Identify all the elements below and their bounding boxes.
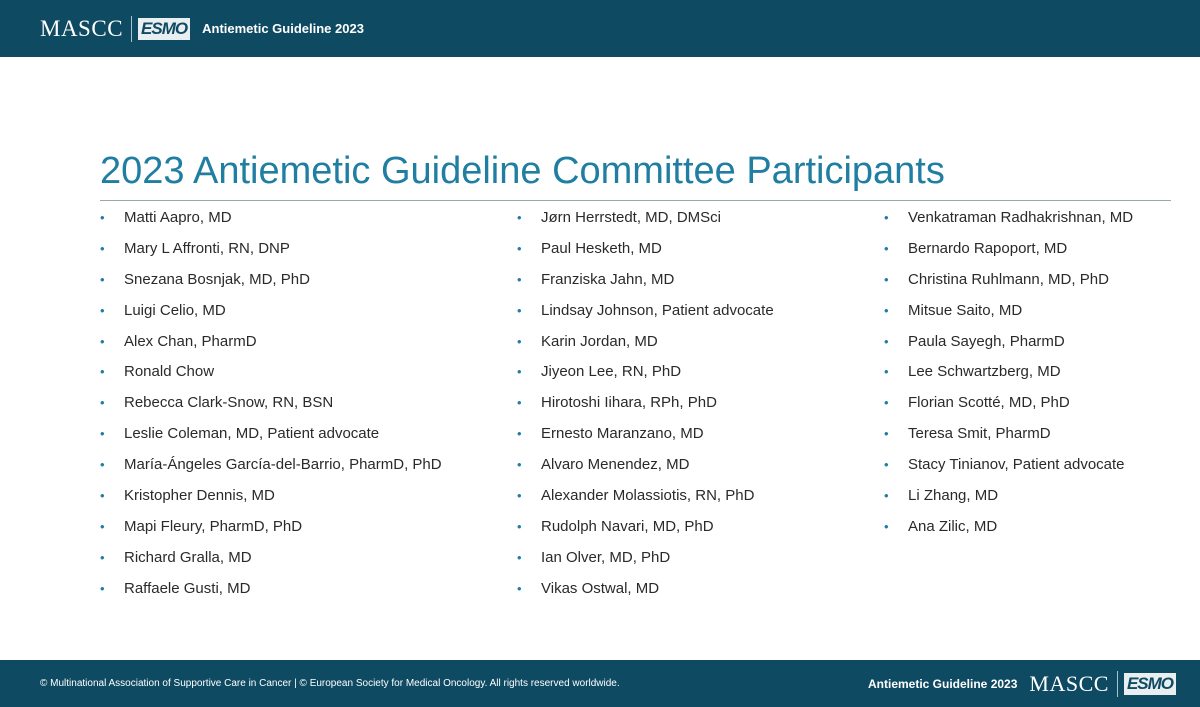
participant-item xyxy=(100,236,442,267)
bullet-icon: • xyxy=(100,333,105,349)
bullet-icon: • xyxy=(100,580,105,596)
bullet-icon: • xyxy=(884,488,889,504)
participant-item xyxy=(884,483,1133,514)
bullet-icon: • xyxy=(884,364,889,380)
bullet-icon: • xyxy=(100,302,105,318)
participant-item xyxy=(517,205,774,236)
participant-item xyxy=(517,483,774,514)
bullet-icon: • xyxy=(100,426,105,442)
participant-item xyxy=(100,483,442,514)
participant-item xyxy=(884,298,1133,329)
participant-name: Raffaele Gusti, MD xyxy=(124,579,251,597)
bullet-icon: • xyxy=(100,518,105,534)
footer-banner xyxy=(0,660,1200,707)
participant-name: María-Ángeles García-del-Barrio, PharmD, PhD xyxy=(124,456,442,474)
participant-item xyxy=(517,359,774,390)
participant-name: Jørn Herrstedt, MD, DMSci xyxy=(541,209,722,226)
bullet-icon: • xyxy=(884,302,889,318)
participant-item xyxy=(517,452,774,483)
header-title: Antiemetic Guideline 2023 xyxy=(202,21,364,36)
participant-item xyxy=(100,545,442,576)
participant-name: Venkatraman Radhakrishnan, MD xyxy=(908,209,1134,226)
bullet-icon: • xyxy=(884,457,889,473)
participant-item xyxy=(100,359,442,390)
participant-item xyxy=(884,514,1133,545)
participant-item xyxy=(884,267,1133,298)
participant-item xyxy=(100,576,442,607)
participant-item xyxy=(884,390,1133,421)
footer-logo-divider xyxy=(1117,671,1118,697)
bullet-icon: • xyxy=(100,240,105,256)
slide-title: 2023 Antiemetic Guideline Committee Participants xyxy=(100,150,945,192)
participant-name: Li Zhang, MD xyxy=(908,487,999,505)
participant-name: Karin Jordan, MD xyxy=(541,332,658,350)
participant-name: Rudolph Navari, MD, PhD xyxy=(541,517,714,535)
bullet-icon: • xyxy=(884,210,889,225)
participant-item xyxy=(517,576,774,607)
participant-name: Paul Hesketh, MD xyxy=(541,239,662,257)
bullet-icon: • xyxy=(517,488,522,504)
bullet-icon: • xyxy=(517,518,522,534)
bullet-icon: • xyxy=(517,580,522,596)
participant-name: Paula Sayegh, PharmD xyxy=(908,332,1065,350)
logo-divider xyxy=(131,16,132,42)
bullet-icon: • xyxy=(100,549,105,565)
bullet-icon: • xyxy=(517,364,522,380)
mascc-logo: MASCC xyxy=(40,15,124,41)
participant-item xyxy=(884,205,1133,236)
participant-name: Lindsay Johnson, Patient advocate xyxy=(541,301,774,319)
participant-item xyxy=(517,421,774,452)
participant-item xyxy=(517,267,774,298)
participant-name: Ana Zilic, MD xyxy=(908,517,998,535)
participant-item xyxy=(100,452,442,483)
participant-name: Vikas Ostwal, MD xyxy=(541,579,660,597)
bullet-icon: • xyxy=(884,333,889,349)
participant-item xyxy=(100,205,442,236)
bullet-icon: • xyxy=(517,457,522,473)
footer-mascc-logo: MASCC xyxy=(1029,670,1109,696)
participant-name: Florian Scotté, MD, PhD xyxy=(908,394,1070,412)
participant-item xyxy=(884,359,1133,390)
participant-name: Hirotoshi Iihara, RPh, PhD xyxy=(541,394,717,412)
bullet-icon: • xyxy=(517,426,522,442)
participants-column-1 xyxy=(100,205,442,607)
participant-name: Jiyeon Lee, RN, PhD xyxy=(541,363,682,381)
participant-item xyxy=(100,421,442,452)
bullet-icon: • xyxy=(100,457,105,473)
participant-name: Ronald Chow xyxy=(124,363,215,381)
participant-item xyxy=(100,329,442,360)
bullet-icon: • xyxy=(100,395,105,411)
esmo-logo: ESMO xyxy=(138,18,190,40)
participant-name: Richard Gralla, MD xyxy=(124,548,252,566)
participant-name: Lee Schwartzberg, MD xyxy=(908,363,1061,381)
participant-item xyxy=(517,514,774,545)
bullet-icon: • xyxy=(517,549,522,565)
participant-name: Kristopher Dennis, MD xyxy=(124,487,275,505)
participant-item xyxy=(517,329,774,360)
participant-item xyxy=(884,329,1133,360)
bullet-icon: • xyxy=(517,271,522,287)
footer-esmo-logo: ESMO xyxy=(1124,673,1176,695)
bullet-icon: • xyxy=(100,488,105,504)
participant-item xyxy=(517,390,774,421)
bullet-icon: • xyxy=(884,271,889,287)
footer-title: Antiemetic Guideline 2023 xyxy=(868,676,1018,691)
participant-name: Christina Ruhlmann, MD, PhD xyxy=(908,270,1109,288)
participant-name: Bernardo Rapoport, MD xyxy=(908,239,1068,257)
copyright-text: © Multinational Association of Supportive Care in Cancer | © European Society for Medical Oncology. All rights reserved worldwide. xyxy=(40,678,620,689)
participant-name: Luigi Celio, MD xyxy=(124,301,226,319)
participant-name: Matti Aapro, MD xyxy=(124,209,232,226)
participant-item xyxy=(100,390,442,421)
participant-item xyxy=(884,236,1133,267)
participants-column-3 xyxy=(884,205,1133,545)
participant-name: Mapi Fleury, PharmD, PhD xyxy=(124,517,303,535)
bullet-icon: • xyxy=(517,302,522,318)
participant-name: Leslie Coleman, MD, Patient advocate xyxy=(124,425,380,443)
participant-item xyxy=(100,514,442,545)
participant-item xyxy=(100,267,442,298)
participant-name: Ian Olver, MD, PhD xyxy=(541,548,671,566)
footer-branding xyxy=(868,671,1176,697)
participant-name: Mary L Affronti, RN, DNP xyxy=(124,239,290,257)
participant-item xyxy=(517,236,774,267)
bullet-icon: • xyxy=(100,364,105,380)
bullet-icon: • xyxy=(517,240,522,256)
participant-name: Mitsue Saito, MD xyxy=(908,301,1023,319)
participant-item xyxy=(884,452,1133,483)
participant-item xyxy=(884,421,1133,452)
participant-name: Alvaro Menendez, MD xyxy=(541,456,690,474)
bullet-icon: • xyxy=(884,240,889,256)
participant-item xyxy=(100,298,442,329)
participant-name: Stacy Tinianov, Patient advocate xyxy=(908,456,1125,474)
bullet-icon: • xyxy=(517,395,522,411)
bullet-icon: • xyxy=(884,426,889,442)
top-banner xyxy=(0,0,1200,57)
bullet-icon: • xyxy=(517,333,522,349)
participant-item xyxy=(517,298,774,329)
bullet-icon: • xyxy=(100,271,105,287)
participant-name: Alex Chan, PharmD xyxy=(124,332,257,350)
participant-name: Teresa Smit, PharmD xyxy=(908,425,1051,443)
participant-item xyxy=(517,545,774,576)
participant-name: Rebecca Clark-Snow, RN, BSN xyxy=(124,394,334,412)
participant-name: Snezana Bosnjak, MD, PhD xyxy=(124,270,310,288)
bullet-icon: • xyxy=(100,210,105,225)
participant-name: Ernesto Maranzano, MD xyxy=(541,425,704,443)
bullet-icon: • xyxy=(884,395,889,411)
participant-name: Franziska Jahn, MD xyxy=(541,270,675,288)
bullet-icon: • xyxy=(517,210,522,225)
title-divider xyxy=(100,200,1171,201)
participants-column-2 xyxy=(517,205,774,607)
participant-name: Alexander Molassiotis, RN, PhD xyxy=(541,487,755,505)
bullet-icon: • xyxy=(884,518,889,534)
